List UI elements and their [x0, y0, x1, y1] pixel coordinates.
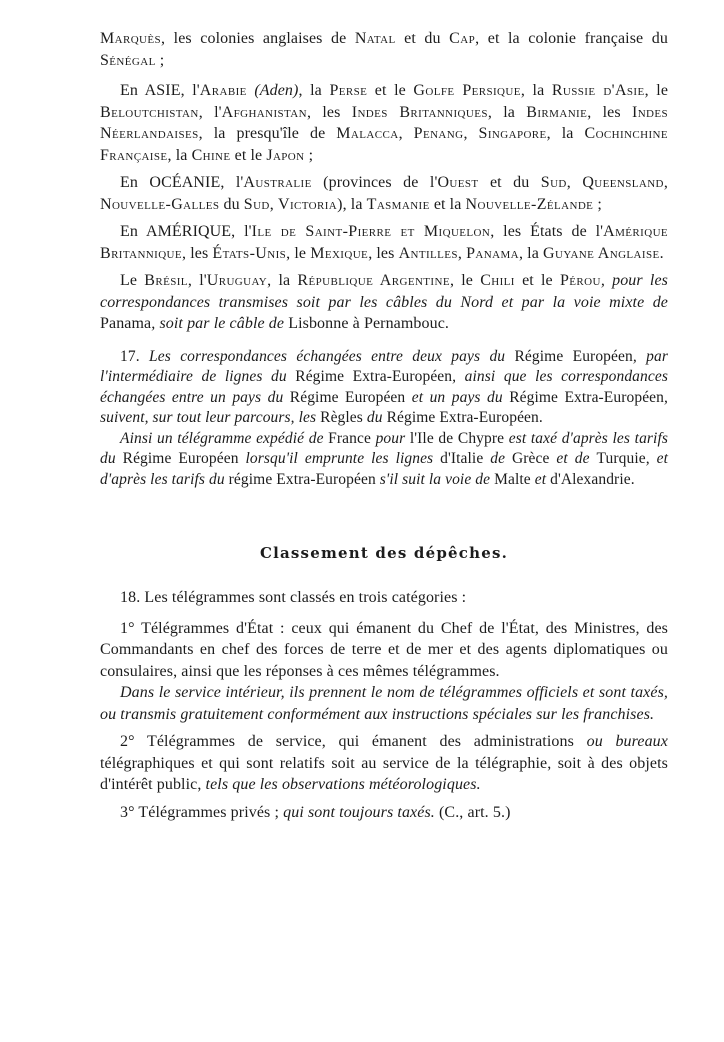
- oceania-paragraph: En OCÉANIE, l'Australie (provinces de l'Ouest et du Sud, Queensland, Nouvelle-Galles du Sud, Victoria), la Tasmanie et la Nouvelle-Zélande ;: [100, 174, 668, 213]
- asia-paragraph: En ASIE, l'Arabie (Aden), la Perse et le Golfe Persique, la Russie d'Asie, le Beloutchistan, l'Afghanistan, les Indes Britanniques, la Birmanie, les Indes Néerlandaises, la presqu'île de Malacca, Penang, Singapore, la Cochinchine Française, la Chine et le Japon ;: [100, 82, 669, 164]
- article-17-rule: 17. Les correspondances échangées entre deux pays du Régime Européen, par l'intermédiaire de lignes du Régime Extra-Européen, ainsi que les correspondances échangées entre un pays du Régime Européen et un pays du Régime Extra-Européen, suivent, sur tout leur parcours, les Règles du Régime Extra-Européen.: [100, 347, 668, 426]
- america-paragraph: En AMÉRIQUE, l'Ile de Saint-Pierre et Miquelon, les États de l'Amérique Britannique, les États-Unis, le Mexique, les Antilles, Panama, la Guyane Anglaise.: [100, 223, 669, 262]
- state-telegrams: 1° Télégrammes d'État : ceux qui émanent du Chef de l'État, des Ministres, des Commandants en chef des forces de terre et de mer et des agents diplomatiques ou consulaires, ainsi que les réponses à ces mêmes télégrammes.: [100, 619, 668, 680]
- article-18: [100, 587, 668, 823]
- state-telegrams-note: Dans le service intérieur, ils prennent le nom de télégrammes officiels et sont taxés, ou transmis gratuitement conformément aux instructions spéciales sur les franchises.: [100, 684, 668, 723]
- article-17: [100, 347, 668, 491]
- south-america-paragraph: Le Brésil, l'Uruguay, la République Argentine, le Chili et le Pérou, pour les correspondances transmises soit par les câbles du Nord et par la voie mixte de Panama, soit par le câble de Lisbonne à Pernambouc.: [100, 272, 669, 332]
- private-telegrams: 3° Télégrammes privés ; qui sont toujours taxés. (C., art. 5.): [120, 803, 511, 821]
- document-page: [100, 28, 668, 823]
- article-17-example: Ainsi un télégramme expédié de France pour l'Ile de Chypre est taxé d'après les tarifs du Régime Européen lorsqu'il emprunte les lignes d'Italie de Grèce et de Turquie, et d'après les tarifs du régime Extra-Européen s'il suit la voie de Malte et d'Alexandrie.: [100, 429, 669, 488]
- africa-continuation: Marquès, les colonies anglaises de Natal et du Cap, et la colonie française du Sénégal ;: [100, 30, 668, 69]
- section-heading: Classement des dépêches.: [259, 544, 509, 562]
- service-telegrams: 2° Télégrammes de service, qui émanent des administrations ou bureaux télégraphiques et qui sont relatifs soit au service de la télégraphie, soit à des objets d'intérêt public, tels que les observations météorologiques.: [100, 733, 668, 793]
- article-18-intro: 18. Les télégrammes sont classés en trois catégories :: [120, 589, 467, 606]
